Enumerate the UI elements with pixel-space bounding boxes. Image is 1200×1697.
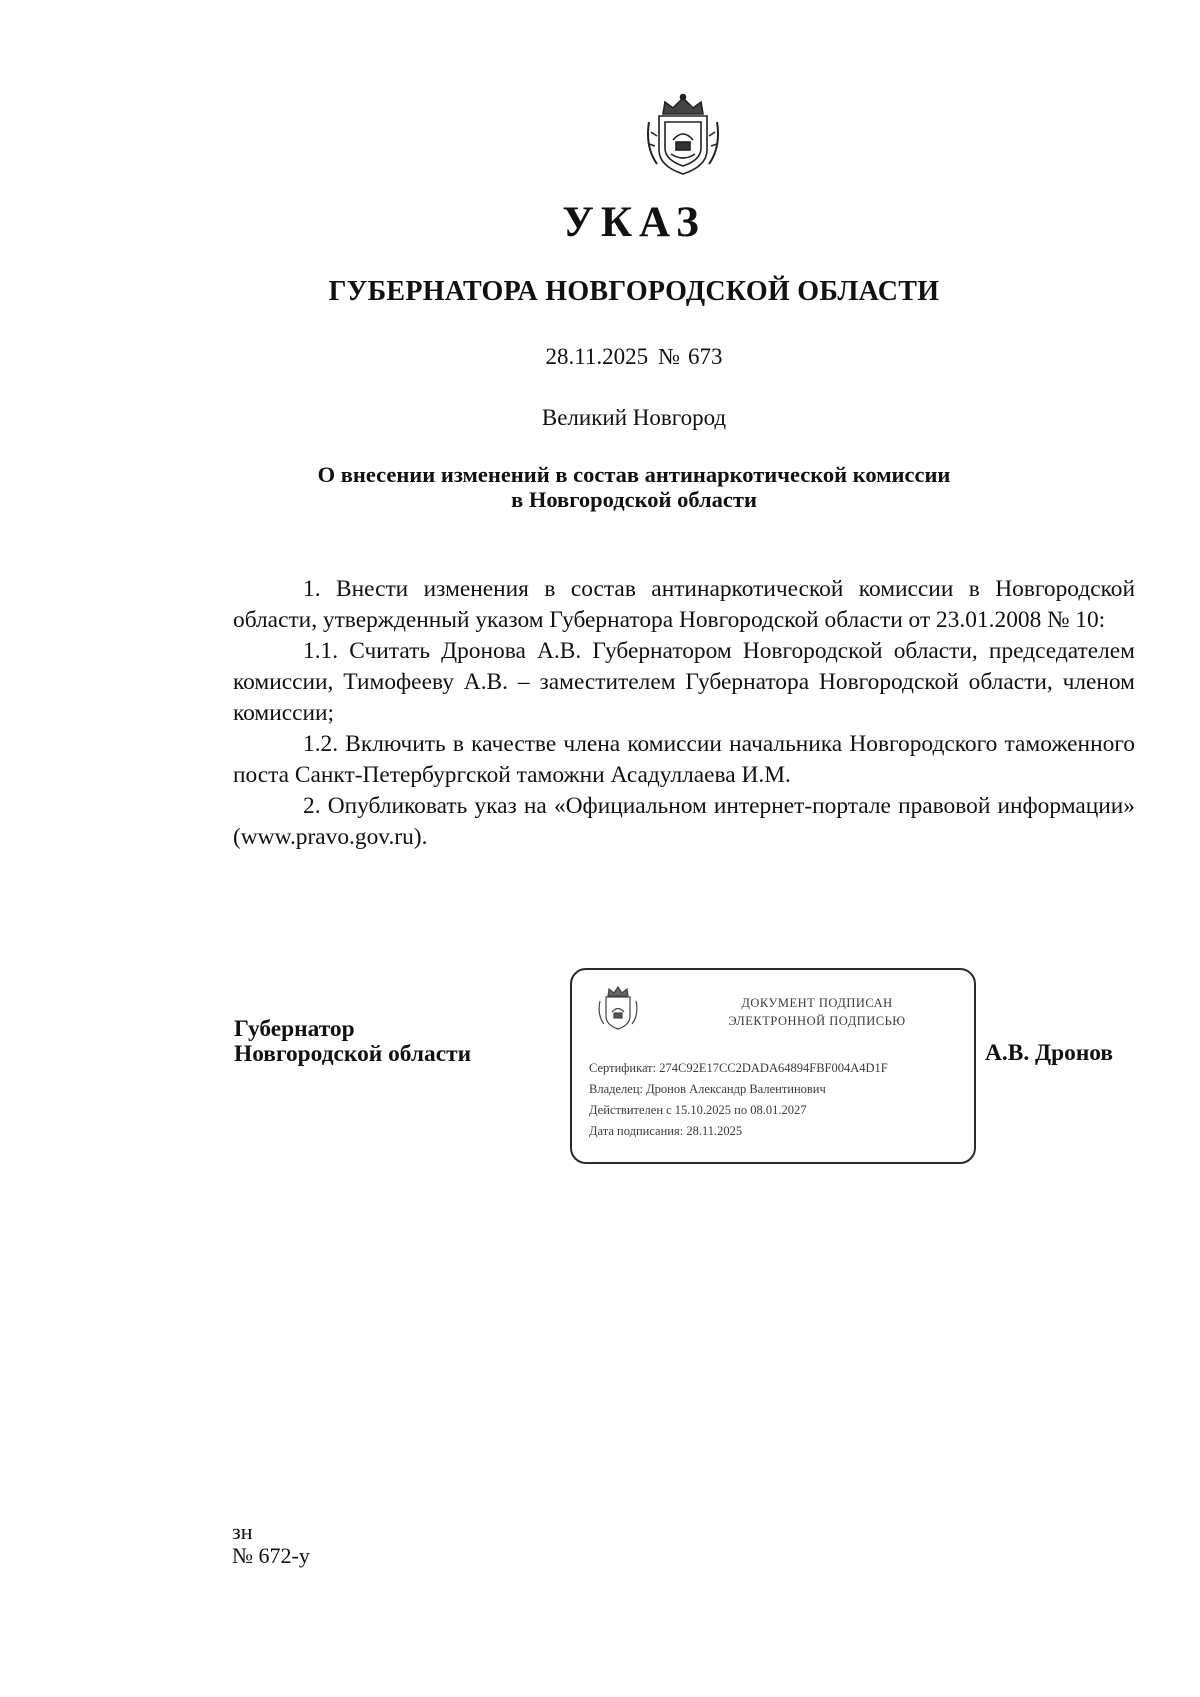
footer-reference: № 672-у xyxy=(232,1543,310,1568)
document-body xyxy=(233,574,1135,853)
stamp-heading xyxy=(672,994,962,1030)
footer-note xyxy=(232,1520,310,1568)
paragraph-1: 1. Внести изменения в состав антинаркотической комиссии в Новгородской области, утвержденный указом Губернатора Новгородской области от 23.01.2008 № 10: xyxy=(233,576,1135,633)
stamp-heading-line-1: ДОКУМЕНТ ПОДПИСАН xyxy=(741,996,893,1010)
document-subject xyxy=(0,462,1200,512)
signatory-title xyxy=(234,1017,471,1067)
paragraph-2: 2. Опубликовать указ на «Официальном интернет-портале правовой информации» (www.pravo.gov.ru). xyxy=(233,793,1135,850)
coat-of-arms-icon xyxy=(643,92,723,182)
stamp-owner: Владелец: Дронов Александр Валентинович xyxy=(589,1082,826,1096)
issuer-title: ГУБЕРНАТОРА НОВГОРОДСКОЙ ОБЛАСТИ xyxy=(328,276,940,307)
paragraph-1-2: 1.2. Включить в качестве члена комиссии начальника Новгородского таможенного поста Санкт-Петербургской таможни Асадуллаева И.М. xyxy=(233,731,1135,788)
stamp-signed-date: Дата подписания: 28.11.2025 xyxy=(589,1124,743,1138)
stamp-heading-line-2: ЭЛЕКТРОННОЙ ПОДПИСЬЮ xyxy=(728,1014,906,1028)
stamp-emblem-icon xyxy=(596,984,640,1032)
stamp-validity: Действителен с 15.10.2025 по 08.01.2027 xyxy=(589,1103,807,1117)
electronic-signature-stamp xyxy=(570,968,976,1164)
subject-line-2: в Новгородской области xyxy=(511,487,757,512)
signatory-name: А.В. Дронов xyxy=(985,1040,1114,1066)
stamp-details xyxy=(589,1058,888,1142)
paragraph-1-1: 1.1. Считать Дронова А.В. Губернатором Новгородской области, председателем комиссии, Тимофееву А.В. – заместителем Губернатора Новгородской области, членом комиссии; xyxy=(233,638,1135,726)
date-number-line xyxy=(0,344,1200,370)
signatory-title-line-1: Губернатор xyxy=(234,1016,355,1042)
document-number: 673 xyxy=(688,344,723,369)
footer-initials: зн xyxy=(232,1519,253,1544)
stamp-certificate: Сертификат: 274C92E17CC2DADA64894FBF004A4D1F xyxy=(589,1061,888,1075)
document-type: УКАЗ xyxy=(562,199,706,246)
document-place: Великий Новгород xyxy=(541,405,727,430)
signatory-title-line-2: Новгородской области xyxy=(234,1041,472,1067)
document-date: 28.11.2025 xyxy=(545,344,649,369)
number-sign: № xyxy=(658,344,681,369)
subject-line-1: О внесении изменений в состав антинаркотической комиссии xyxy=(317,462,951,487)
